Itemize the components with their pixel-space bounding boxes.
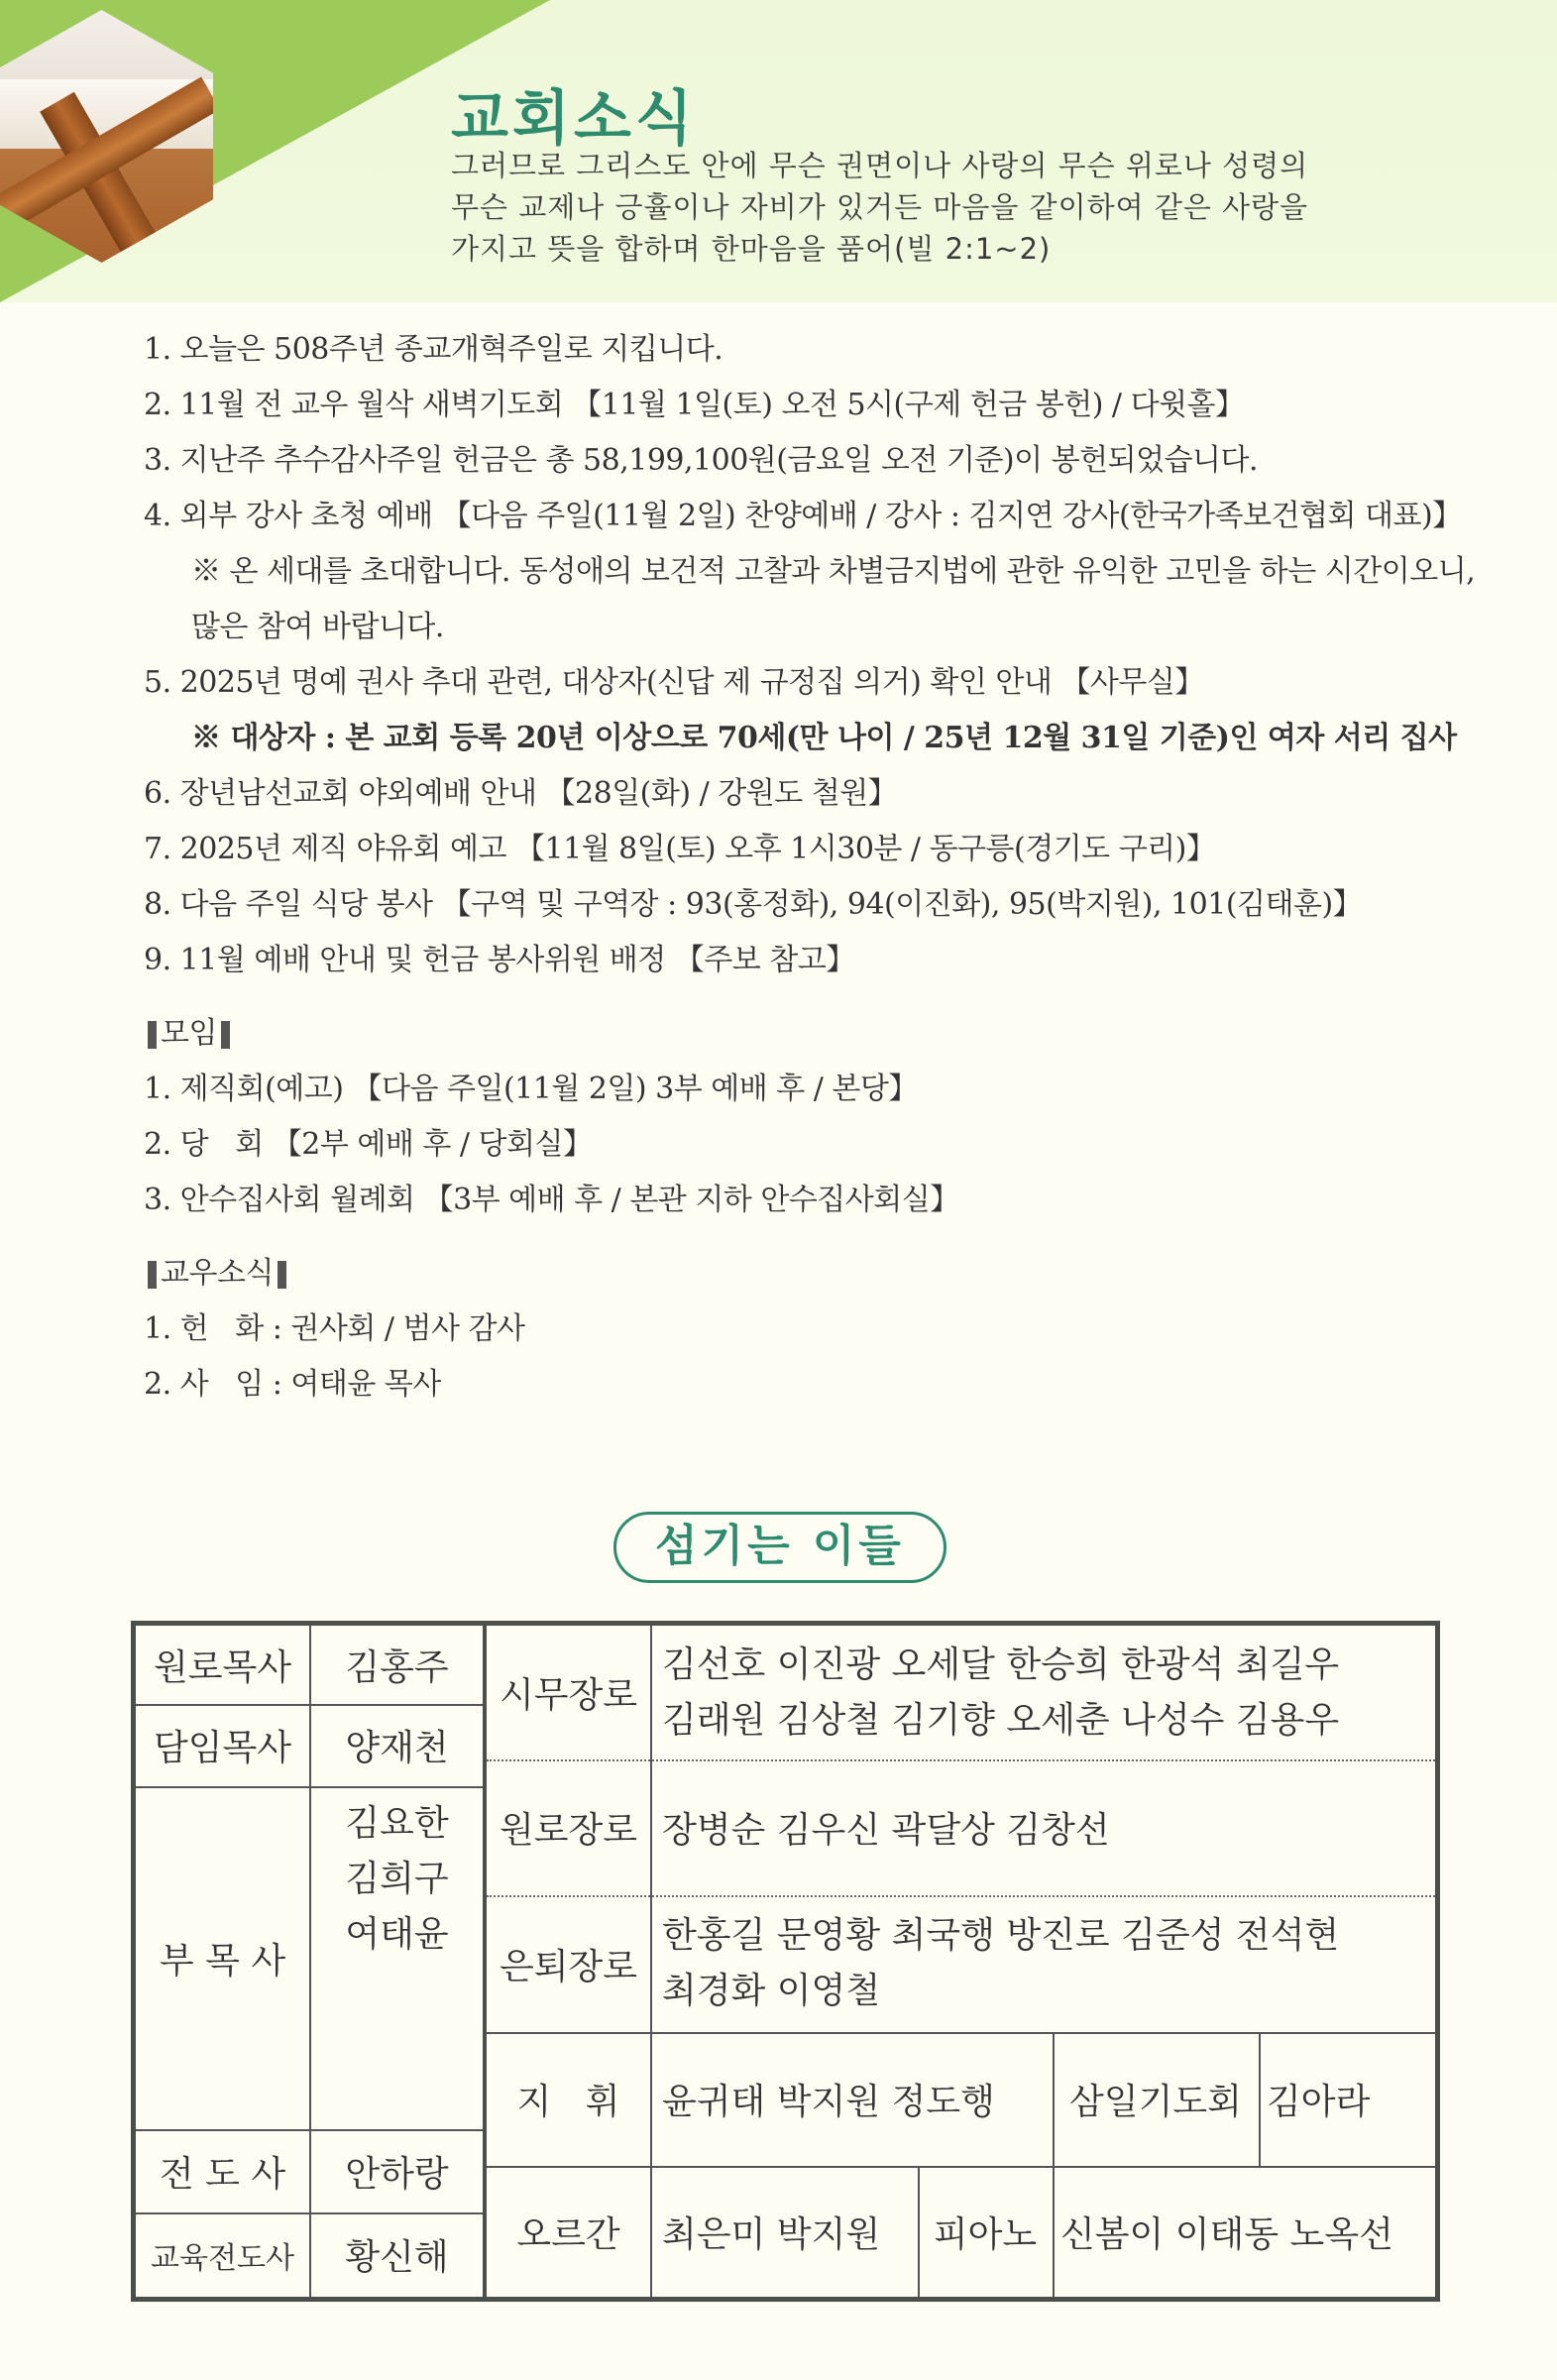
name-wednesday-prayer: 김아라 — [1267, 2082, 1371, 2122]
label-conductor: 지 휘 — [516, 2082, 620, 2122]
names-piano: 신봄이 이태동 노옥선 — [1060, 2213, 1393, 2255]
names-conductor: 윤귀태 박지원 정도행 — [662, 2082, 995, 2122]
associate-pastor-name: 여태윤 — [345, 1914, 449, 1955]
heading-bar-icon — [148, 1261, 157, 1289]
members-news-heading-label: 교우소식 — [161, 1256, 274, 1291]
label-wednesday-prayer: 삼일기도회 — [1069, 2082, 1242, 2122]
meeting-item: 3. 안수집사회 월례회 【3부 예배 후 / 본관 지하 안수집사회실】 — [144, 1183, 959, 1217]
label-senior-pastor: 담임목사 — [153, 1728, 292, 1768]
names-retired-elders — [650, 1895, 1435, 2032]
notice-item: 4. 외부 강사 초청 예배 【다음 주일(11월 2일) 찬양예배 / 강사 : 김지연 강사(한국가족보건협회 대표)】 — [144, 499, 1462, 533]
notice-note: ※ 대상자 : 본 교회 등록 20년 이상으로 70세(만 나이 / 25년 12월 31일 기준)인 여자 서리 집사 — [191, 721, 1457, 755]
names-emeritus-elders: 장병순 김우신 곽달상 김창선 — [662, 1810, 1110, 1851]
name-senior-pastor: 양재천 — [345, 1728, 449, 1768]
label-emeritus-elders: 원로장로 — [499, 1810, 638, 1851]
notice-item: 3. 지난주 추수감사주일 헌금은 총 58,199,100원(금요일 오전 기준)이 봉헌되었습니다. — [144, 443, 1259, 478]
elder-names-line: 최경화 이영철 — [662, 1971, 881, 2011]
verse-line: 그러므로 그리스도 안에 무슨 권면이나 사랑의 무슨 위로나 성령의 — [451, 149, 1309, 182]
col-divider — [1053, 2166, 1055, 2297]
page-title: 교회소식 — [451, 84, 697, 154]
verse-line: 가지고 뜻을 합하며 한마음을 품어(빌 2:1~2) — [451, 232, 1052, 266]
meeting-item: 1. 제직회(예고) 【다음 주일(11월 2일) 3부 예배 후 / 본당】 — [144, 1072, 918, 1106]
elder-names-line: 김래원 김상철 김기향 오세춘 나성수 김용우 — [662, 1699, 1340, 1741]
servers-title: 섬기는 이들 — [613, 1512, 946, 1583]
label-active-elders: 시무장로 — [499, 1675, 638, 1716]
meeting-item: 2. 당 회 【2부 예배 후 / 당회실】 — [144, 1127, 593, 1162]
notice-item: 5. 2025년 명예 권사 추대 관련, 대상자(신답 제 규정집 의거) 확인 안내 【사무실】 — [144, 665, 1204, 700]
name-evangelist: 안하랑 — [345, 2153, 449, 2195]
label-education-evangelist: 교육전도사 — [151, 2240, 294, 2276]
header-band — [0, 0, 1557, 302]
label-emeritus-pastor: 원로목사 — [153, 1647, 292, 1688]
notice-item: 1. 오늘은 508주년 종교개혁주일로 지킵니다. — [144, 332, 723, 367]
col-divider — [309, 1626, 311, 2297]
label-piano: 피아노 — [933, 2213, 1038, 2255]
notice-item: 6. 장년남선교회 야외예배 안내 【28일(화) / 강원도 철원】 — [144, 776, 898, 811]
members-news-item: 1. 헌 화 : 권사회 / 범사 감사 — [144, 1311, 525, 1346]
col-divider — [650, 1626, 652, 2297]
meetings-heading — [144, 1006, 1462, 1062]
notice-note: 많은 참여 바랍니다. — [191, 610, 444, 644]
members-news-heading — [144, 1246, 1462, 1302]
members-news-item: 2. 사 임 : 여태윤 목사 — [144, 1367, 441, 1402]
heading-bar-icon — [148, 1021, 157, 1049]
notice-item: 8. 다음 주일 식당 봉사 【구역 및 구역장 : 93(홍정화), 94(이진화), 95(박지원), 101(김태훈)】 — [144, 887, 1363, 922]
heading-bar-icon — [221, 1021, 230, 1049]
associate-pastor-name: 김요한 — [345, 1803, 449, 1844]
name-education-evangelist: 황신해 — [345, 2237, 449, 2278]
elder-names-line: 김선호 이진광 오세달 한승희 한광석 최길우 — [662, 1643, 1340, 1685]
notice-item: 9. 11월 예배 안내 및 헌금 봉사위원 배정 【주보 참고】 — [144, 943, 855, 977]
label-organ: 오르간 — [516, 2213, 620, 2255]
notice-item: 2. 11월 전 교우 월삭 새벽기도회 【11월 1일(토) 오전 5시(구제 헌금 봉헌) / 다윗홀】 — [144, 388, 1245, 422]
name-emeritus-pastor: 김홍주 — [345, 1647, 449, 1688]
col-divider — [918, 2166, 920, 2297]
notice-item: 7. 2025년 제직 야유회 예고 【11월 8일(토) 오후 1시30분 / 동구릉(경기도 구리)】 — [144, 832, 1216, 866]
col-divider — [1053, 2032, 1055, 2166]
names-organ: 최은미 박지원 — [662, 2213, 881, 2255]
scripture-verse — [451, 145, 1442, 270]
servers-table — [131, 1621, 1440, 2302]
associate-pastor-name: 김희구 — [345, 1859, 449, 1899]
verse-line: 무슨 교제나 긍휼이나 자비가 있거든 마음을 같이하여 같은 사랑을 — [451, 190, 1309, 224]
col-divider — [1259, 2032, 1261, 2166]
elder-names-line: 한홍길 문영황 최국행 방진로 김준성 전석현 — [662, 1915, 1340, 1956]
names-active-elders — [650, 1626, 1435, 1759]
meetings-heading-label: 모임 — [161, 1016, 217, 1051]
names-associate-pastors — [309, 1786, 485, 2129]
label-evangelist: 전 도 사 — [159, 2153, 286, 2195]
notices-section — [144, 322, 1476, 1413]
label-associate-pastors: 부 목 사 — [159, 1940, 286, 1982]
label-retired-elders: 은퇴장로 — [499, 1946, 638, 1987]
heading-bar-icon — [278, 1261, 286, 1289]
notice-note: ※ 온 세대를 초대합니다. 동성애의 보건적 고찰과 차별금지법에 관한 유익한 고민을 하는 시간이오니, — [191, 554, 1476, 589]
